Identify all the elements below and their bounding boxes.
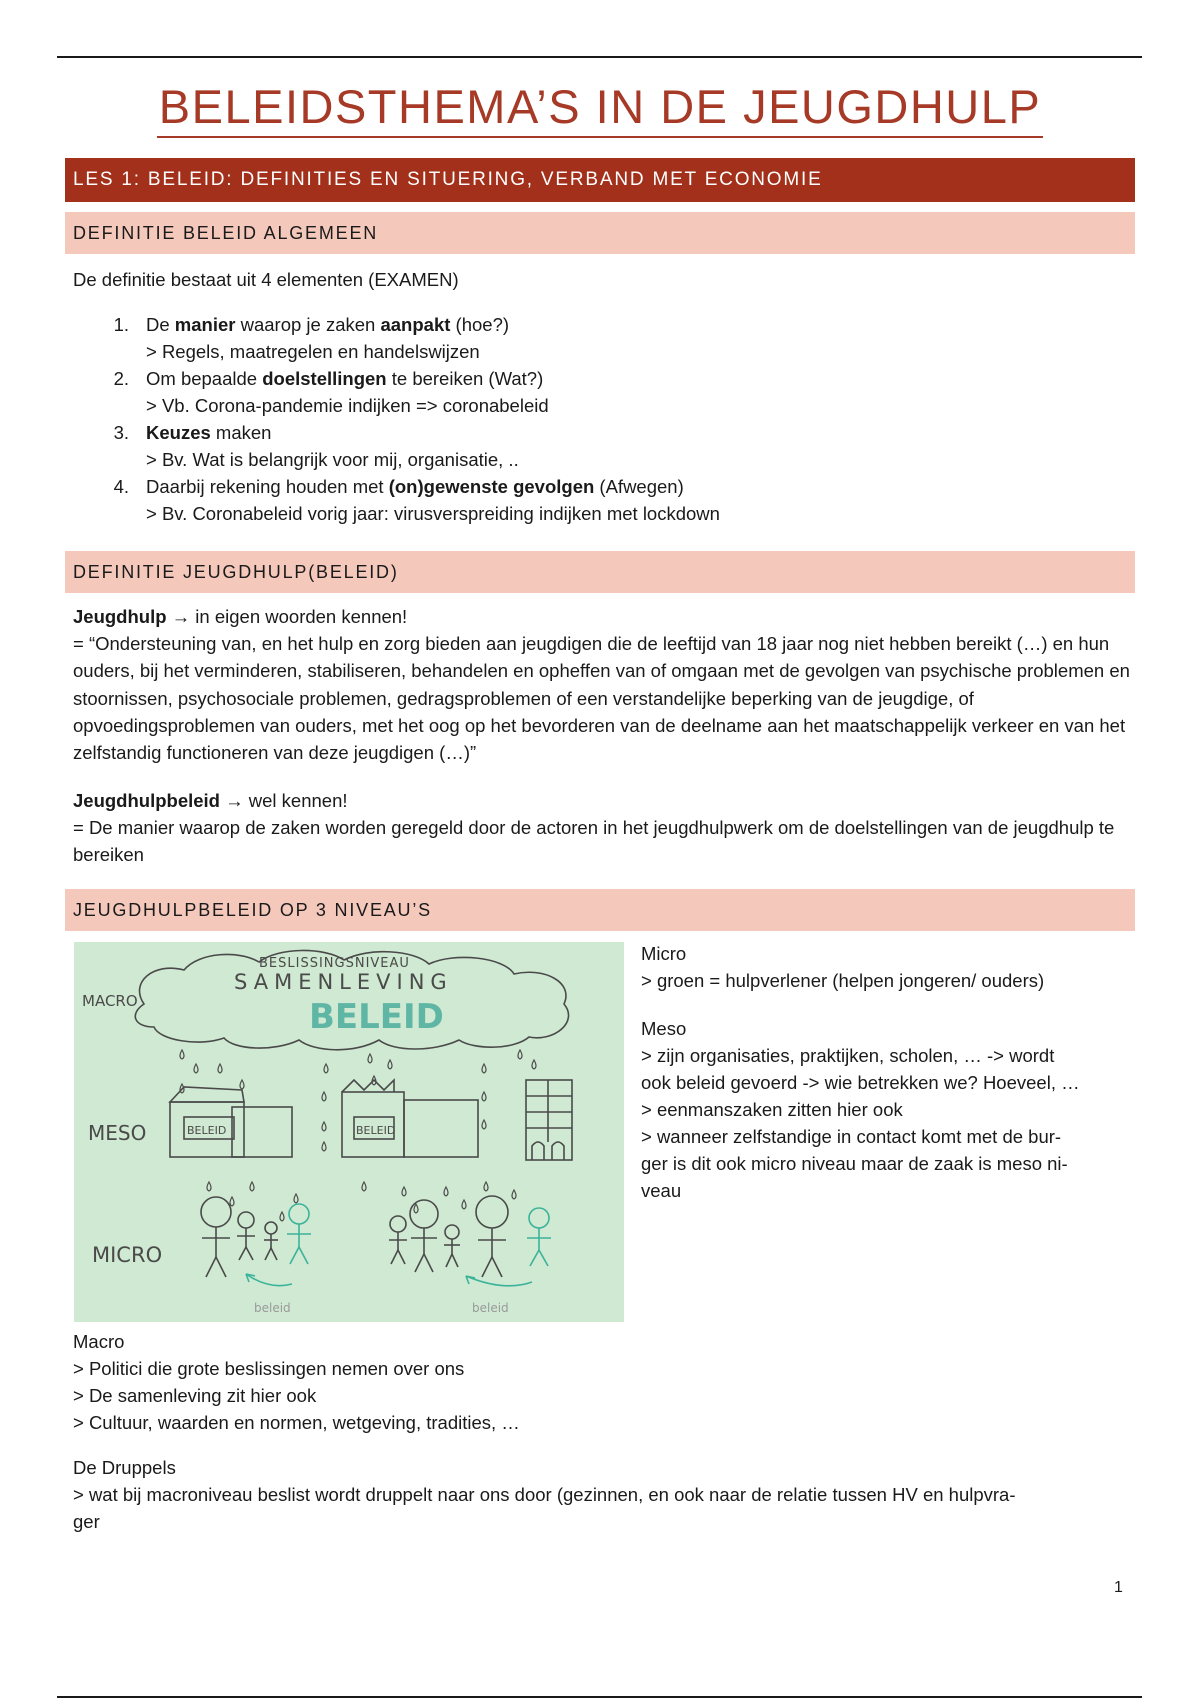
bottom-rule <box>57 1696 1142 1698</box>
definition-item: 4. Daarbij rekening houden met (on)gewenste gevolgen (Afwegen) > Bv. Coronabeleid vorig jaar: virusverspreiding indijken met lockdown <box>105 473 1005 527</box>
definition-intro: De definitie bestaat uit 4 elementen (EXAMEN) <box>73 269 459 290</box>
definition-item: 2. Om bepaalde doelstellingen te bereiken (Wat?) > Vb. Corona-pandemie indijken => coronabeleid <box>105 365 1005 419</box>
figure-label-beslissingsniveau: BESLISSINGSNIVEAU <box>259 956 410 971</box>
definition-sub: > Regels, maatregelen en handelswijzen <box>146 341 480 362</box>
definition-sub: > Vb. Corona-pandemie indijken => coronabeleid <box>146 395 549 416</box>
arrow-icon: → <box>225 790 244 811</box>
top-rule <box>57 56 1142 58</box>
meso-line: > zijn organisaties, praktijken, scholen, … -> wordt <box>641 1045 1055 1066</box>
jeugdhulp-block <box>73 603 1133 766</box>
svg-text:BELEID: BELEID <box>356 1124 396 1137</box>
building-right <box>526 1080 572 1160</box>
meso-line: ger is dit ook micro niveau maar de zaak is meso ni- <box>641 1153 1068 1174</box>
figure-label-meso: MESO <box>88 1121 147 1145</box>
meso-title: Meso <box>641 1018 687 1039</box>
people-group-left <box>201 1197 311 1315</box>
macro-line: > Politici die grote beslissingen nemen over ons <box>73 1358 465 1379</box>
druppels-block <box>73 1454 1143 1535</box>
svg-text:beleid: beleid <box>472 1301 509 1315</box>
document-title-wrap <box>0 78 1200 138</box>
jeugdhulpbeleid-definition: = De manier waarop de zaken worden geregeld door de actoren in het jeugdhulpwerk om de doelstellingen van de jeugdhulp te bereiken <box>73 817 1115 866</box>
definition-item: 3. Keuzes maken > Bv. Wat is belangrijk voor mij, organisatie, .. <box>105 419 1005 473</box>
jeugdhulpbeleid-term-line: Jeugdhulpbeleid → wel kennen! <box>73 790 348 811</box>
jeugdhulpbeleid-term: Jeugdhulpbeleid <box>73 790 220 811</box>
jeugdhulp-definition: = “Ondersteuning van, en het hulp en zorg bieden aan jeugdigen die de leeftijd van 18 jaar nog niet hebben bereikt (…) en hun ouders, bij het verminderen, stabiliseren, behandelen en opheffen van of omgaan met de gevolgen van psychische problemen en stoornissen, psychosociale problemen, gedragsproblemen of een verstandelijke beperking van de jeugdige, of opvoedingsproblemen van ouders, met het oog op het bevorderen van de deelname aan het maatschappelijk verkeer en van het zelfstandig functioneren van deze jeugdigen (…)” <box>73 633 1130 764</box>
micro-title: Micro <box>641 943 687 964</box>
druppels-line: ger <box>73 1511 100 1532</box>
definition-sub: > Bv. Coronabeleid vorig jaar: virusverspreiding indijken met lockdown <box>146 503 720 524</box>
micro-block <box>641 940 1141 994</box>
meso-block <box>641 1015 1141 1204</box>
figure-label-samenleving: SAMENLEVING <box>234 970 453 994</box>
building-middle <box>342 1080 478 1157</box>
macro-line: > De samenleving zit hier ook <box>73 1385 317 1406</box>
section-heading-beleid: DEFINITIE BELEID ALGEMEEN <box>65 212 1135 254</box>
macro-line: > Cultuur, waarden en normen, wetgeving, tradities, … <box>73 1412 520 1433</box>
druppels-line: > wat bij macroniveau beslist wordt druppelt naar ons door (gezinnen, en ook naar de relatie tussen HV en hulpvra- <box>73 1484 1016 1505</box>
macro-title: Macro <box>73 1331 125 1352</box>
figure-label-beleid: BELEID <box>309 997 444 1037</box>
meso-line: ook beleid gevoerd -> wie betrekken we? Hoeveel, … <box>641 1072 1080 1093</box>
figure-label-micro: MICRO <box>92 1243 163 1267</box>
section-heading-niveaus: JEUGDHULPBELEID OP 3 NIVEAU’S <box>65 889 1135 931</box>
jeugdhulpbeleid-block <box>73 787 1133 869</box>
jeugdhulp-term: Jeugdhulp <box>73 606 167 627</box>
macro-block <box>73 1328 873 1436</box>
document-title: BELEIDSTHEMA’S IN DE JEUGDHULP <box>157 78 1043 138</box>
svg-text:beleid: beleid <box>254 1301 291 1315</box>
jeugdhulp-term-line: Jeugdhulp → in eigen woorden kennen! <box>73 606 408 627</box>
building-left <box>170 1087 292 1157</box>
people-group-right <box>389 1196 551 1315</box>
meso-line: > wanneer zelfstandige in contact komt met de bur- <box>641 1126 1062 1147</box>
micro-line: > groen = hulpverlener (helpen jongeren/ ouders) <box>641 970 1045 991</box>
meso-line: > eenmanszaken zitten hier ook <box>641 1099 903 1120</box>
definition-sub: > Bv. Wat is belangrijk voor mij, organisatie, .. <box>146 449 519 470</box>
definition-item: 1. De manier waarop je zaken aanpakt (hoe?) > Regels, maatregelen en handelswijzen <box>105 311 1005 365</box>
definition-list <box>105 311 1005 527</box>
druppels-title: De Druppels <box>73 1457 176 1478</box>
svg-text:BELEID: BELEID <box>187 1124 227 1137</box>
lesson-heading: LES 1: BELEID: DEFINITIES EN SITUERING, VERBAND MET ECONOMIE <box>65 158 1135 202</box>
page-number: 1 <box>1114 1579 1123 1596</box>
section-heading-jeugdhulp: DEFINITIE JEUGDHULP(BELEID) <box>65 551 1135 593</box>
meso-line: veau <box>641 1180 682 1201</box>
figure-label-macro: MACRO <box>82 992 138 1010</box>
levels-illustration <box>74 942 624 1322</box>
arrow-icon: → <box>171 606 191 627</box>
